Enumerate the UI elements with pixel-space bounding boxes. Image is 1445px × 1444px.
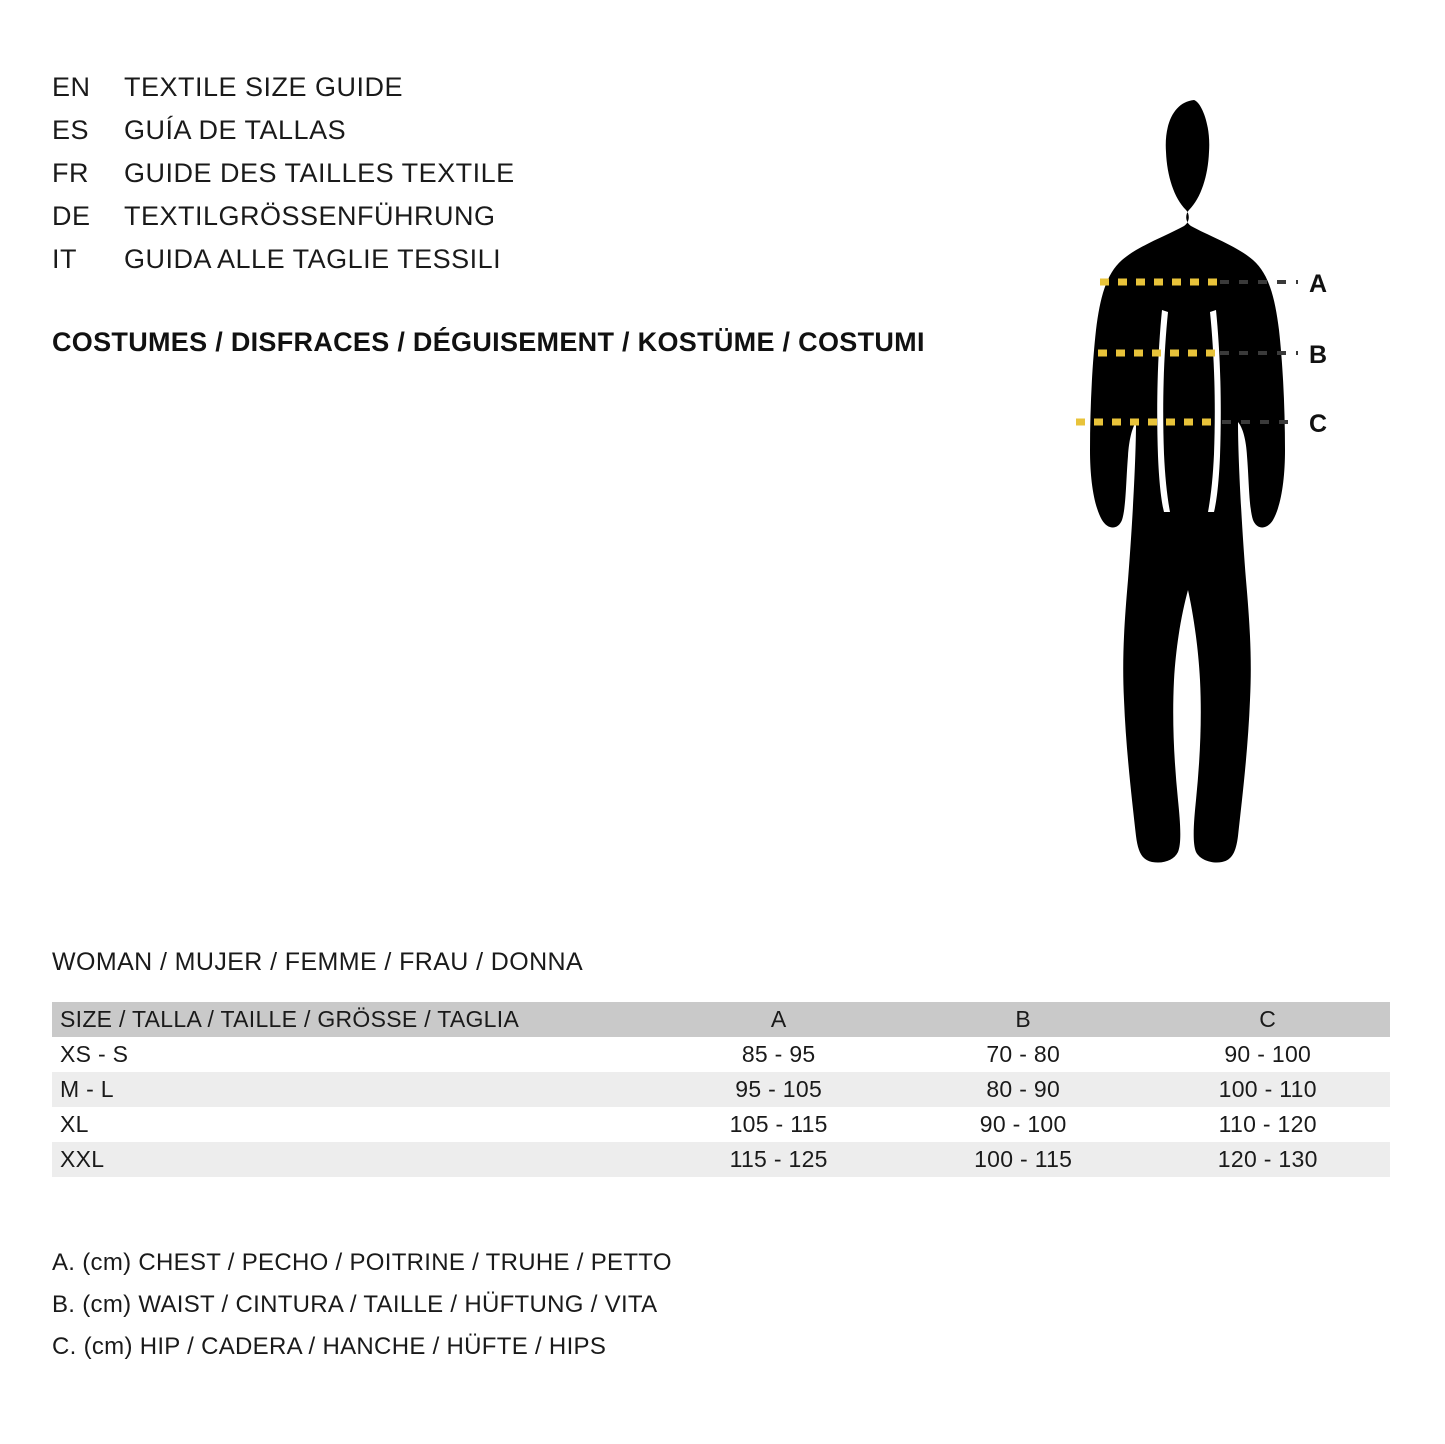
cell-b: 80 - 90: [901, 1072, 1146, 1107]
column-header-size: SIZE / TALLA / TAILLE / GRÖSSE / TAGLIA: [52, 1002, 656, 1037]
silhouette-icon: [1020, 60, 1360, 880]
cell-b: 100 - 115: [901, 1142, 1146, 1177]
marker-label-a: A: [1309, 270, 1328, 298]
language-row: [52, 115, 1032, 158]
cell-a: 105 - 115: [656, 1107, 901, 1142]
cell-size: M - L: [52, 1072, 656, 1107]
language-title: GUIDA ALLE TAGLIE TESSILI: [124, 244, 502, 274]
legend-item-c: C. (cm) HIP / CADERA / HANCHE / HÜFTE / HIPS: [52, 1333, 607, 1360]
table-title: WOMAN / MUJER / FEMME / FRAU / DONNA: [52, 948, 584, 976]
column-header-c: C: [1145, 1002, 1390, 1037]
legend-item-b: B. (cm) WAIST / CINTURA / TAILLE / HÜFTUNG / VITA: [52, 1291, 658, 1318]
cell-b: 70 - 80: [901, 1037, 1146, 1072]
language-title: GUÍA DE TALLAS: [124, 115, 347, 145]
size-table: [52, 1002, 1390, 1177]
language-code: EN: [52, 72, 91, 102]
cell-a: 115 - 125: [656, 1142, 901, 1177]
marker-label-c: C: [1309, 410, 1328, 438]
language-row: [52, 244, 1032, 287]
table-row: [52, 1072, 1390, 1107]
table-row: [52, 1107, 1390, 1142]
cell-c: 110 - 120: [1145, 1107, 1390, 1142]
legend-item-a: A. (cm) CHEST / PECHO / POITRINE / TRUHE / PETTO: [52, 1249, 672, 1276]
language-row: [52, 72, 1032, 115]
table-row: [52, 1037, 1390, 1072]
cell-size: XS - S: [52, 1037, 656, 1072]
female-silhouette-figure: [1020, 60, 1360, 880]
language-header-block: [52, 72, 1032, 287]
table-row: [52, 1142, 1390, 1177]
cell-a: 85 - 95: [656, 1037, 901, 1072]
cell-b: 90 - 100: [901, 1107, 1146, 1142]
language-title: TEXTILE SIZE GUIDE: [124, 72, 404, 102]
column-header-b: B: [901, 1002, 1146, 1037]
cell-size: XXL: [52, 1142, 656, 1177]
language-code: FR: [52, 158, 89, 188]
column-header-a: A: [656, 1002, 901, 1037]
cell-c: 100 - 110: [1145, 1072, 1390, 1107]
cell-c: 90 - 100: [1145, 1037, 1390, 1072]
cell-size: XL: [52, 1107, 656, 1142]
measurement-legend: [52, 1242, 672, 1368]
marker-label-b: B: [1309, 341, 1328, 369]
cell-a: 95 - 105: [656, 1072, 901, 1107]
language-title: TEXTILGRÖSSENFÜHRUNG: [124, 201, 496, 231]
cell-c: 120 - 130: [1145, 1142, 1390, 1177]
language-code: IT: [52, 244, 77, 274]
language-row: [52, 158, 1032, 201]
language-title: GUIDE DES TAILLES TEXTILE: [124, 158, 515, 188]
category-line: COSTUMES / DISFRACES / DÉGUISEMENT / KOSTÜME / COSTUMI: [52, 327, 925, 357]
table-header-row: [52, 1002, 1390, 1037]
language-row: [52, 201, 1032, 244]
language-code: ES: [52, 115, 90, 145]
language-code: DE: [52, 201, 91, 231]
